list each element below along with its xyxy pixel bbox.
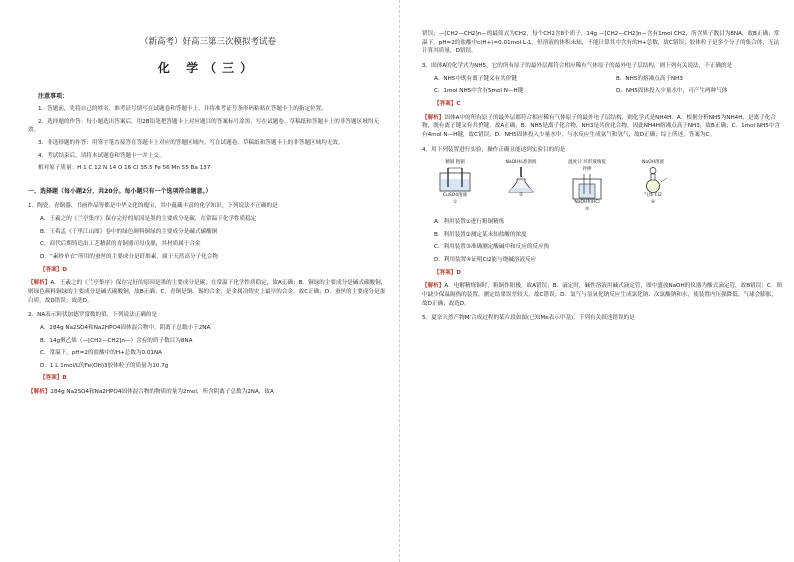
q1-option-b: B．王希孟《千里江山图》卷中的绿色颜料铜绿的主要成分是碱式碳酸铜 xyxy=(40,228,218,235)
apparatus-3-label: 温度计 环形玻璃搅拌棒 xyxy=(568,160,606,173)
apparatus-2 xyxy=(502,160,540,214)
q2-answer: 【答案】B xyxy=(40,375,67,382)
electrolysis-cell-icon xyxy=(437,167,473,193)
apparatus-4-number: ④ xyxy=(650,200,656,206)
q1-option-d: D．“素纱单衣”所用的蚕丝的主要成分是纤维素，属于天然高分子化合物 xyxy=(40,253,218,260)
apparatus-4-label: NaOH溶液 xyxy=(641,160,665,166)
q2-explanation xyxy=(28,388,388,397)
q4-explanation xyxy=(422,282,782,308)
q1-option-a: A．王羲之的《兰亭集序》保存完好的原因是墨的主要成分是碳，在常温下化学性质稳定 xyxy=(40,215,257,222)
q2-option-a: A．284g Na2SO4和Na2HPO4固体混合物中，阴离子总数小于2NA xyxy=(40,324,211,331)
page-divider xyxy=(399,0,400,562)
q2-explanation-tag: 【解析】 xyxy=(28,389,51,396)
q2-explanation-text: 284g Na2SO4和Na2HPO4固体混合物的物质的量为2mol，所含阴离子总数为2NA，故A xyxy=(50,389,274,396)
q1-explanation-tag: 【解析】 xyxy=(28,280,51,287)
q3-explanation xyxy=(422,114,782,140)
q3-options-row-1 xyxy=(422,71,782,84)
q1-explanation-text: A．王羲之的《兰亭集序》保存完好的原因是墨的主要成分是碳，在常温下化学性质稳定，故A正确；B．铜绿的主要成分是碱式碳酸铜，则绿色颜料铜绿的主要成分是碱式碳酸铜，故B正确；C．青铜是铜、锡的合金，是金属冶铸史上最早的合金，故C正确；D．蚕丝的主要成分是蛋白质，故D错误；故选D。 xyxy=(28,280,387,304)
apparatus-1-solution-label: CuSO4溶液 xyxy=(442,193,468,199)
q2-option-c: C．常温下，pH=2的盐酸中的H+总数为0.01NA xyxy=(40,350,162,357)
subject-title: 化 学（三） xyxy=(157,61,259,76)
exam-title: （新高考）好高三第三次模拟考试卷 xyxy=(139,37,276,47)
apparatus-3-number: ③ xyxy=(584,207,590,213)
q4-explanation-text: A．电解精炼铜时，粗铜作阳极，故A错误；B．滴定时，碱性溶液用碱式滴定管，图中盛放NaOH的仪器为酸式滴定管，故B错误；C．图中缺少保温隔热的装置，测定结果误差较大，故C错误；D．氯气与氢氧化钠反应生成氯化钠、次氯酸钠和水，使装置内压强降低，气球会膨胀，故D正确；故选D。 xyxy=(422,283,782,307)
notice-4: 4．考试结束后，请将本试题卷和答题卡一并上交。 xyxy=(38,152,165,159)
q2-option-d: D．1 L 1mol/L的Fe(OH)3胶体粒子的质量为10.7g xyxy=(40,362,169,369)
q3-explanation-tag: 【解析】 xyxy=(422,114,445,121)
apparatus-3 xyxy=(568,160,606,214)
q2-explanation-continued: 错误；—[CH2—CH2]n—的最简式为CH2，每个CH2含8个质子，14g —[CH2—CH2]n—含有1mol CH2，所含质子数目为8NA，故B正确；常温下，pH=2的盐酸中c(H+)=0.01mol·L-1，但溶液的体积未知，不能计算其中含有的H+总数，故C错误；胶体粒子是多个分子的集合体，无法计算其质量，D错误。 xyxy=(422,31,780,55)
question-2 xyxy=(28,311,388,397)
q3-option-c: C．1mol NH5中含有5mol N—H键 xyxy=(434,88,524,95)
atomic-masses: 相对原子质量：H 1 C 12 N 14 O 16 Cl 35.5 Fe 56 Mn 55 Ba 137 xyxy=(38,165,211,172)
q3-answer: 【答案】C xyxy=(434,100,461,107)
notice-title: 注意事项： xyxy=(38,92,69,100)
calorimeter-icon xyxy=(569,174,605,200)
left-page xyxy=(28,0,388,562)
apparatus-1 xyxy=(436,160,474,214)
question-3 xyxy=(422,62,782,140)
question-1 xyxy=(28,202,388,305)
apparatus-2-number: ② xyxy=(518,193,524,199)
q3-explanation-text: 固体A中的所有原子的最外层都符合相应稀有气体原子的最外电子层结构，则化学式是NH4H。A．根据分析NH5为NH4H，是离子化合物，既有离子键又有共价键，故A正确；B．NH5是离子化合物，NH3是共价化合物，因此NH4H熔沸点高于NH3，故B正确；C．1mol NH5中含有4mol N—H键，故C错误；D．NH5固体投入少量水中，与水反应生成氨气和氢气，故D正确；综上所述，答案为C。 xyxy=(422,114,781,138)
apparatus-3-solution-label: NaOH和HCl xyxy=(574,200,600,206)
q3-option-d: D．NH5固体投入少量水中，可产生两种气体 xyxy=(616,88,728,95)
q4-option-d: D．利用装置④证明Cl2能与烧碱溶液反应 xyxy=(434,257,537,264)
q4-option-b: B．利用装置②测定某未知盐酸的浓度 xyxy=(434,231,527,238)
apparatus-4 xyxy=(634,160,672,214)
q3-option-a: A．NH5中既有离子键又有共价键 xyxy=(434,75,517,82)
q1-explanation xyxy=(28,279,388,305)
question-4 xyxy=(422,146,782,309)
q3-options-row-2 xyxy=(422,83,782,96)
right-page xyxy=(422,0,782,562)
titration-flask-icon xyxy=(503,167,539,193)
apparatus-2-label: NaOH标准溶液 xyxy=(505,160,537,166)
q2-option-b: B．14g聚乙烯（—[CH2—CH2]n—）含有的质子数目为8NA xyxy=(40,337,193,344)
apparatus-1-electrodes-label: 精铜 粗铜 xyxy=(445,160,465,166)
q4-option-a: A．利用装置①进行粗铜精炼 xyxy=(434,219,505,226)
apparatus-4-gas-label: 气体 Cl2 xyxy=(644,193,662,199)
apparatus-1-number: ① xyxy=(452,200,458,206)
notice-block xyxy=(28,92,388,173)
q3-stem: 3．固体A的化学式为NH5，它的所有原子的最外层都符合相应稀有气体原子的最外电子层结构，则下列有关说法，不正确的是 xyxy=(422,62,733,69)
gas-flask-balloon-icon xyxy=(635,167,671,193)
notice-2: 2．选择题的作答：每小题选出答案后，用2B铅笔把答题卡上对应题目的答案标号涂黑，写在试题卷、草稿纸和答题卡上的非答题区域均无效。 xyxy=(28,118,379,134)
q3-option-b: B．NH5的熔沸点高于NH3 xyxy=(616,75,683,82)
q4-apparatus-figure xyxy=(436,160,782,214)
q1-stem: 1．陶瓷、青铜器、书画作品等都是中华文化的瑰宝，其中蕴藏丰富的化学知识。下列说法不正确的是 xyxy=(28,203,278,210)
q2-stem: 2．NA表示阿伏加德罗常数的值，下列说法正确的是 xyxy=(28,312,158,319)
notice-1: 1．答题前，先将自己的姓名、准考证号填写在试题卷和答题卡上，并将准考证号条形码粘贴在答题卡上的指定位置。 xyxy=(38,106,327,113)
q4-stem: 4．用下列装置进行实验，操作正确且能达到实验目的的是 xyxy=(422,146,566,153)
q1-option-c: C．商代后期铸造出工艺精湛的青铜器司母戊鼎，其材质属于合金 xyxy=(40,241,201,248)
q4-explanation-tag: 【解析】 xyxy=(422,283,445,290)
q1-answer: 【答案】D xyxy=(40,266,68,273)
q4-answer: 【答案】D xyxy=(434,269,462,276)
q5-stem: 5．夏奈天然产物M'合成过程的某片段如图(已知Me表示甲基)，下列有关叙述错误的是 xyxy=(422,315,635,322)
section-heading: 一、选择题（每小题2分，共20分。每小题只有一个选项符合题意。） xyxy=(28,188,212,195)
q4-option-c: C．利用装置③准确测定酸碱中和反应的反应热 xyxy=(434,244,550,251)
notice-3: 3．非选择题的作答：用签字笔直接答在答题卡上对应的答题区域内。写在试题卷、草稿纸和答题卡上的非答题区域均无效。 xyxy=(38,140,344,147)
